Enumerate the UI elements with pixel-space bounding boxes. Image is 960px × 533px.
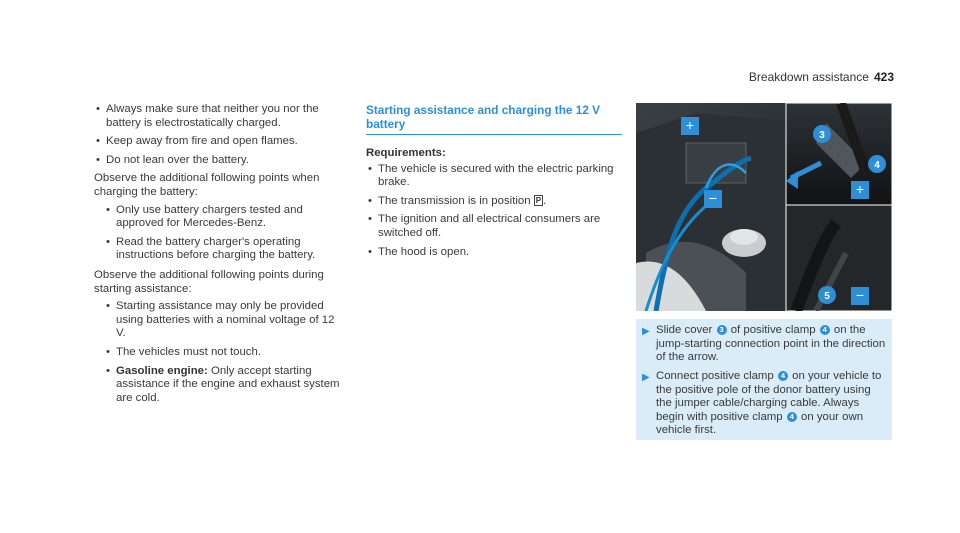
step-text: of positive clamp (730, 324, 816, 336)
park-position-icon: P (535, 195, 542, 205)
list-item: • The hood is open. (366, 246, 622, 260)
charging-list (94, 204, 344, 263)
step-arrow-icon: ▶ (642, 372, 650, 383)
list-item (104, 365, 344, 406)
instruction-steps (636, 319, 892, 440)
requirements-list (366, 163, 622, 260)
callout-4-badge: 4 (787, 412, 797, 422)
page-header (749, 70, 894, 84)
page-number: 423 (873, 70, 894, 84)
list-item: • The vehicles must not touch. (104, 346, 344, 360)
list-item: • Keep away from fire and open flames. (94, 135, 344, 149)
list-item: • Always make sure that neither you nor the battery is electrostatically charged. (94, 103, 344, 130)
callout-4-badge: 4 (778, 371, 788, 381)
step-1 (642, 324, 886, 365)
req-text: The transmission is in position (378, 194, 531, 207)
observe-starting-text: Observe the additional following points during starting assistance: (94, 268, 324, 295)
callout-5: 5 (824, 291, 830, 302)
inset-negative-label: − (855, 287, 865, 303)
callout-4-badge: 4 (820, 325, 830, 335)
list-item: • Do not lean over the battery. (94, 154, 344, 168)
step-text: on your own vehicle first. (656, 410, 864, 437)
requirements-heading: Requirements: (366, 147, 446, 159)
safety-list (94, 103, 344, 167)
list-item: • The ignition and all electrical consumers are switched off. (366, 213, 622, 240)
req-period: . (543, 194, 547, 207)
inset-positive-label: + (855, 181, 865, 197)
step-arrow-icon: ▶ (642, 326, 650, 337)
section-heading: Starting assistance and charging the 12 V battery (366, 103, 622, 135)
starting-list (94, 300, 344, 405)
step-2 (642, 370, 886, 438)
list-item: • Read the battery charger's operating instructions before charging the battery. (104, 236, 344, 263)
section-title: Breakdown assistance (748, 70, 869, 84)
step-text: on your vehicle to the positive pole of the donor battery using the jumper cable/charging cable. Always begin with positive clamp (656, 370, 882, 423)
gasoline-label: Gasoline engine: (116, 364, 208, 377)
list-item (366, 195, 622, 209)
step-text: Connect positive clamp (656, 370, 774, 382)
observe-charging-text: Observe the additional following points when charging the battery: (94, 172, 320, 198)
positive-pole-label: + (685, 117, 695, 133)
list-item: • Starting assistance may only be provided using batteries with a nominal voltage of 12 V. (104, 300, 344, 341)
step-text: Slide cover (656, 324, 713, 336)
callout-3: 3 (819, 130, 825, 141)
gasoline-text: Only accept starting assistance if the engine and exhaust system are cold. (116, 364, 340, 404)
list-item: • The vehicle is secured with the electric parking brake. (366, 163, 622, 190)
middle-column (366, 103, 622, 264)
callout-3-badge: 3 (717, 325, 727, 335)
step-text: on the jump-starting connection point in the direction of the arrow. (656, 324, 886, 364)
negative-pole-label: − (708, 190, 718, 206)
engine-bay-drawing (636, 103, 892, 311)
list-item: • Only use battery chargers tested and approved for Mercedes-Benz. (104, 204, 344, 231)
left-column (94, 103, 344, 411)
callout-4: 4 (874, 160, 880, 171)
engine-bay-illustration (636, 103, 892, 311)
